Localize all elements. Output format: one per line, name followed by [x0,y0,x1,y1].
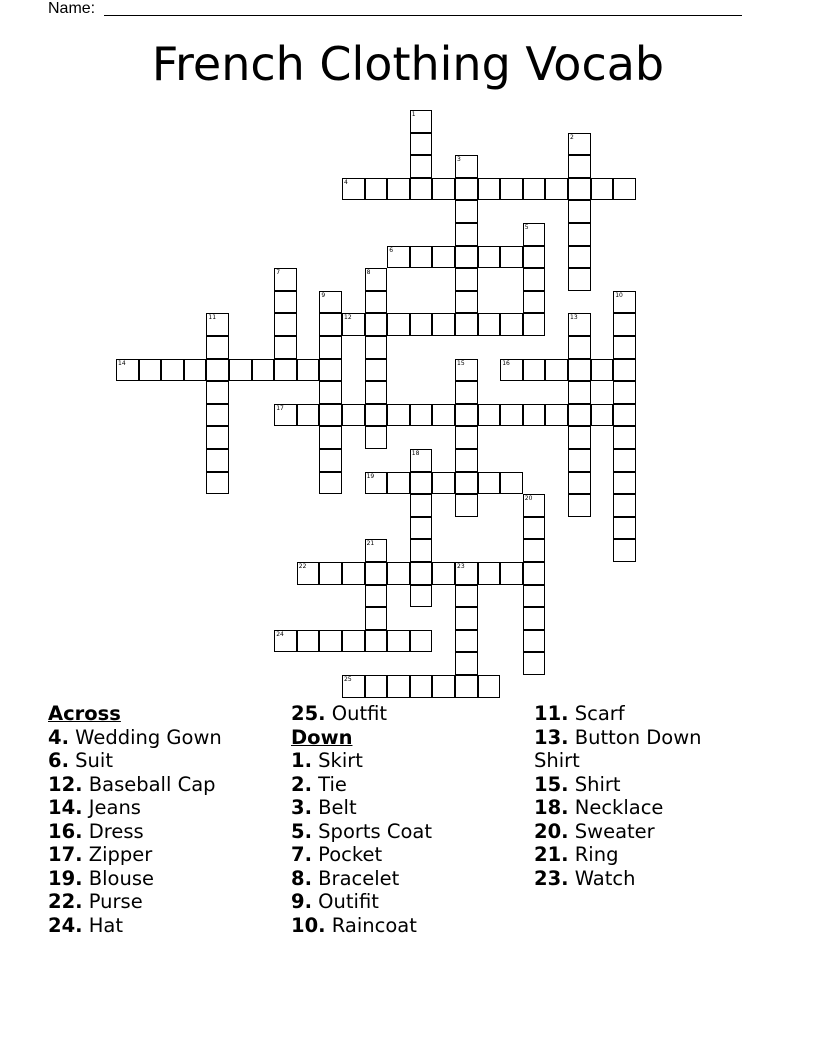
grid-cell[interactable] [591,359,614,382]
grid-cell[interactable] [432,562,455,585]
clue-item [291,820,531,844]
grid-cell[interactable] [523,313,546,336]
grid-cell[interactable] [410,246,433,269]
clue-item [48,843,288,867]
grid-cell[interactable] [365,426,388,449]
grid-cell[interactable] [568,246,591,269]
clue-item [291,890,531,914]
grid-cell[interactable] [613,517,636,540]
grid-cell[interactable] [523,630,546,653]
grid-cell[interactable] [365,336,388,359]
clue-number-label: 9. [291,890,312,913]
grid-cell[interactable] [365,607,388,630]
clue-text: Zipper [82,843,153,866]
clue-number-label: 25. [291,702,326,725]
grid-cell[interactable] [523,562,546,585]
grid-cell[interactable] [455,449,478,472]
grid-cell[interactable] [455,585,478,608]
clue-text: Pocket [311,843,383,866]
grid-cell[interactable] [387,313,410,336]
clue-column-2 [291,702,531,937]
grid-cell[interactable] [319,336,342,359]
clue-text: Ring [568,843,619,866]
grid-cell[interactable] [568,359,591,382]
grid-cell[interactable] [342,313,365,336]
clue-text: Sweater [568,819,655,843]
grid-cell[interactable] [478,562,501,585]
clue-number: 17 [276,404,284,412]
grid-cell[interactable] [523,246,546,269]
clue-number-label: 4. [48,725,69,749]
clue-text: Suit [68,749,113,772]
grid-cell[interactable] [365,404,388,427]
grid-cell[interactable] [410,472,433,495]
grid-cell[interactable] [568,155,591,178]
grid-cell[interactable] [568,449,591,472]
grid-cell[interactable] [523,585,546,608]
grid-cell[interactable] [523,359,546,382]
grid-cell[interactable] [478,472,501,495]
grid-cell[interactable] [139,359,162,382]
grid-cell[interactable] [500,562,523,585]
clue-number: 2 [570,133,574,141]
clue-column-1 [48,702,288,937]
grid-cell[interactable] [387,630,410,653]
grid-cell[interactable] [455,359,478,382]
clue-item [534,773,734,797]
clue-item [291,843,531,867]
grid-cell[interactable] [613,359,636,382]
grid-cell[interactable] [410,110,433,133]
grid-cell[interactable] [455,404,478,427]
grid-cell[interactable] [523,607,546,630]
clue-text: Hat [82,913,124,937]
grid-cell[interactable] [500,313,523,336]
grid-cell[interactable] [342,630,365,653]
grid-cell[interactable] [432,178,455,201]
grid-cell[interactable] [161,359,184,382]
clue-number: 25 [344,676,352,683]
grid-cell[interactable] [613,472,636,495]
grid-cell[interactable] [568,200,591,223]
grid-cell[interactable] [365,359,388,382]
grid-cell[interactable] [523,652,546,675]
grid-cell[interactable] [206,472,229,495]
grid-cell[interactable] [455,472,478,495]
grid-cell[interactable] [523,268,546,291]
grid-cell[interactable] [365,539,388,562]
grid-cell[interactable] [410,133,433,156]
grid-cell[interactable] [365,268,388,291]
grid-cell[interactable] [613,539,636,562]
grid-cell[interactable] [365,291,388,314]
clue-item [48,726,288,750]
grid-cell[interactable] [206,449,229,472]
grid-cell[interactable] [455,426,478,449]
grid-cell[interactable] [523,291,546,314]
clue-item [291,867,531,891]
grid-cell[interactable] [410,562,433,585]
grid-cell[interactable] [455,223,478,246]
clue-number-label: 6. [48,749,69,772]
grid-cell[interactable] [568,313,591,336]
grid-cell[interactable] [229,359,252,382]
clue-number: 4 [344,178,348,186]
grid-cell[interactable] [455,381,478,404]
grid-cell[interactable] [568,404,591,427]
grid-cell[interactable] [455,155,478,178]
grid-cell[interactable] [613,449,636,472]
clue-number: 15 [457,359,465,367]
clue-number-label: 7. [291,843,312,866]
grid-cell[interactable] [410,449,433,472]
grid-cell[interactable] [342,178,365,201]
grid-cell[interactable] [410,404,433,427]
grid-cell[interactable] [545,359,568,382]
clue-number: 23 [457,563,465,570]
grid-cell[interactable] [432,675,455,698]
grid-cell[interactable] [455,291,478,314]
grid-cell[interactable] [613,426,636,449]
page-title: French Clothing Vocab [151,37,665,91]
grid-cell[interactable] [455,268,478,291]
grid-cell[interactable] [365,675,388,698]
grid-cell[interactable] [410,494,433,517]
clue-number: 7 [276,269,281,277]
clue-number: 13 [570,314,578,322]
grid-cell[interactable] [274,359,297,382]
grid-cell[interactable] [319,291,342,314]
clue-item [291,914,531,938]
grid-cell[interactable] [478,246,501,269]
grid-cell[interactable] [613,178,636,201]
grid-cell[interactable] [523,178,546,201]
grid-cell[interactable] [455,675,478,698]
grid-cell[interactable] [523,494,546,517]
clue-item [48,820,288,844]
grid-cell[interactable] [387,562,410,585]
grid-cell[interactable] [206,313,229,336]
grid-cell[interactable] [613,291,636,314]
grid-cell[interactable] [432,404,455,427]
grid-cell[interactable] [568,133,591,156]
grid-cell[interactable] [365,313,388,336]
clue-number: 11 [208,314,217,322]
grid-cell[interactable] [387,675,410,698]
clue-number-label: 3. [291,796,312,819]
grid-cell[interactable] [274,336,297,359]
clue-number-label: 20. [534,819,569,843]
clue-number: 16 [502,359,510,367]
clue-item [48,867,288,891]
grid-cell[interactable] [432,313,455,336]
clue-number-label: 17. [48,843,83,866]
clue-text: Skirt [311,749,363,772]
grid-cell[interactable] [568,268,591,291]
clue-number-label: 18. [534,796,569,819]
grid-cell[interactable] [455,630,478,653]
clue-item [48,773,288,797]
grid-cell[interactable] [455,494,478,517]
clue-item [48,796,288,820]
grid-cell[interactable] [478,313,501,336]
clue-number-label: 8. [291,866,312,890]
grid-cell[interactable] [613,494,636,517]
grid-cell[interactable] [500,246,523,269]
grid-cell[interactable] [252,359,275,382]
clue-number: 20 [524,495,533,503]
clue-number: 12 [344,314,352,322]
grid-cell[interactable] [410,539,433,562]
grid-cell[interactable] [613,404,636,427]
clue-text: Shirt [568,772,621,796]
clue-item [48,890,288,914]
grid-cell[interactable] [184,359,207,382]
clue-text: Button Down Shirt [534,725,702,772]
grid-cell[interactable] [568,426,591,449]
grid-cell[interactable] [613,313,636,336]
clue-number-label: 16. [48,819,83,843]
clue-item [48,914,288,938]
grid-cell[interactable] [342,404,365,427]
clue-number: 6 [389,246,394,254]
grid-cell[interactable] [274,404,297,427]
clue-number: 3 [457,156,461,164]
grid-cell[interactable] [365,178,388,201]
clue-number: 9 [321,291,326,299]
grid-cell[interactable] [387,472,410,495]
clue-text: Dress [82,819,144,843]
clue-item [534,843,734,867]
grid-cell[interactable] [319,426,342,449]
clue-number: 10 [615,291,623,299]
grid-cell[interactable] [523,223,546,246]
clue-number-label: 19. [48,866,83,890]
grid-cell[interactable] [455,607,478,630]
clue-item [534,867,734,891]
grid-cell[interactable] [545,178,568,201]
clue-text: Blouse [82,866,154,890]
grid-cell[interactable] [455,178,478,201]
grid-cell[interactable] [319,404,342,427]
clue-number-label: 13. [534,725,569,749]
grid-cell[interactable] [455,562,478,585]
clue-item [291,749,531,773]
clue-text: Purse [82,890,143,913]
clue-number-label: 23. [534,866,569,890]
clue-number: 1 [411,111,416,118]
clue-number: 14 [118,359,126,367]
grid-cell[interactable] [478,178,501,201]
grid-cell[interactable] [500,178,523,201]
grid-cell[interactable] [410,675,433,698]
clue-text: Outfit [325,702,388,725]
grid-cell[interactable] [613,381,636,404]
clue-item [534,796,734,820]
grid-cell[interactable] [568,472,591,495]
grid-cell[interactable] [591,404,614,427]
clue-number-label: 15. [534,772,569,796]
grid-cell[interactable] [410,155,433,178]
grid-cell[interactable] [410,517,433,540]
clue-text: Baseball Cap [82,772,216,796]
grid-cell[interactable] [568,223,591,246]
across-heading: Across [48,702,121,725]
grid-cell[interactable] [432,246,455,269]
clue-number: 24 [276,630,284,638]
clue-number-label: 14. [48,796,83,819]
grid-cell[interactable] [206,359,229,382]
grid-cell[interactable] [455,246,478,269]
clue-number: 8 [366,269,371,277]
clue-text: Necklace [568,796,664,819]
grid-cell[interactable] [545,404,568,427]
grid-cell[interactable] [365,381,388,404]
clue-number-label: 5. [291,819,312,843]
grid-cell[interactable] [297,562,320,585]
grid-cell[interactable] [116,359,139,382]
grid-cell[interactable] [432,472,455,495]
clue-text: Wedding Gown [68,725,222,749]
clue-number-label: 11. [534,702,569,725]
clue-text: Bracelet [311,866,400,890]
grid-cell[interactable] [455,652,478,675]
grid-cell[interactable] [319,313,342,336]
clue-item [291,702,531,726]
grid-cell[interactable] [523,539,546,562]
grid-cell[interactable] [410,178,433,201]
grid-cell[interactable] [387,178,410,201]
grid-cell[interactable] [591,178,614,201]
grid-cell[interactable] [342,675,365,698]
grid-cell[interactable] [206,426,229,449]
clue-column-3 [534,702,734,890]
grid-cell[interactable] [274,630,297,653]
grid-cell[interactable] [500,404,523,427]
grid-cell[interactable] [455,313,478,336]
clue-text: Belt [311,796,357,819]
clue-text: Outifit [311,890,379,913]
clue-number: 18 [411,450,420,457]
grid-cell[interactable] [319,359,342,382]
grid-cell[interactable] [319,449,342,472]
grid-cell[interactable] [206,381,229,404]
grid-cell[interactable] [613,336,636,359]
clue-text: Scarf [568,702,625,725]
grid-cell[interactable] [410,585,433,608]
grid-cell[interactable] [387,246,410,269]
clue-text: Raincoat [325,913,417,937]
grid-cell[interactable] [568,381,591,404]
clue-number-label: 10. [291,913,326,937]
clue-item [291,796,531,820]
clue-number-label: 12. [48,772,83,796]
grid-cell[interactable] [274,313,297,336]
grid-cell[interactable] [523,404,546,427]
clue-number: 21 [366,540,375,548]
clue-number-label: 22. [48,890,83,913]
grid-cell[interactable] [500,472,523,495]
clue-item [48,749,288,773]
grid-cell[interactable] [274,291,297,314]
grid-cell[interactable] [500,359,523,382]
grid-cell[interactable] [206,404,229,427]
grid-cell[interactable] [568,336,591,359]
grid-cell[interactable] [410,313,433,336]
grid-cell[interactable] [365,562,388,585]
clue-item [291,773,531,797]
clue-text: Jeans [82,796,141,819]
clue-number: 5 [524,224,529,231]
grid-cell[interactable] [365,630,388,653]
grid-cell[interactable] [206,336,229,359]
clue-item [534,726,734,773]
clue-number-label: 24. [48,913,83,937]
clue-number-label: 2. [291,772,312,796]
grid-cell[interactable] [365,585,388,608]
grid-cell[interactable] [319,381,342,404]
clue-text: Sports Coat [311,819,433,843]
clue-text: Tie [311,772,347,796]
down-heading: Down [291,725,353,749]
clue-number: 19 [366,472,375,480]
grid-cell[interactable] [297,630,320,653]
grid-cell[interactable] [319,630,342,653]
clue-text: Watch [568,866,636,890]
grid-cell[interactable] [365,472,388,495]
grid-cell[interactable] [478,675,501,698]
name-label: Name: [48,0,96,17]
grid-cell[interactable] [387,404,410,427]
grid-cell[interactable] [568,178,591,201]
clue-number-label: 21. [534,843,569,866]
grid-cell[interactable] [319,472,342,495]
grid-cell[interactable] [297,359,320,382]
clue-item [534,702,734,726]
grid-cell[interactable] [478,404,501,427]
grid-cell[interactable] [297,404,320,427]
clue-number-label: 1. [291,749,312,772]
clue-number: 22 [298,563,307,570]
clue-item [534,820,734,844]
grid-cell[interactable] [410,630,433,653]
grid-cell[interactable] [274,268,297,291]
grid-cell[interactable] [568,494,591,517]
grid-cell[interactable] [523,517,546,540]
grid-cell[interactable] [342,562,365,585]
grid-cell[interactable] [319,562,342,585]
grid-cell[interactable] [455,200,478,223]
